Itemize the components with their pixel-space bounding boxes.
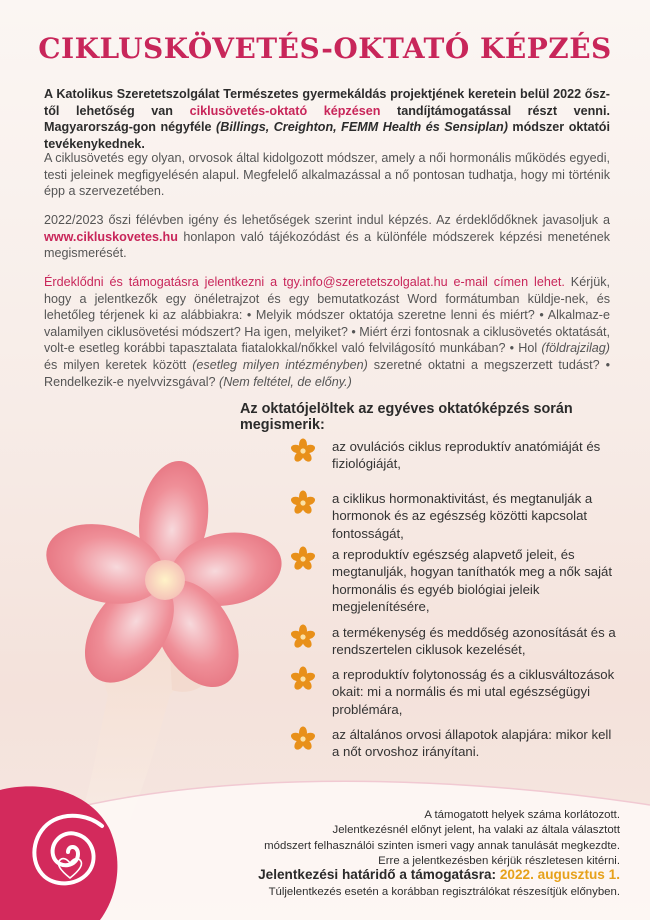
notice-line: módszert felhasználói szinten ismeri vagy annak tanulását megkezdte. bbox=[264, 839, 620, 852]
notice-line: Erre a jelentkezésben kérjük részletesen kitérni. bbox=[378, 855, 620, 868]
list-item-text: a reproduktív egészség alapvető jeleit, és megtanulják, hogyan taníthatók meg a nők saját hormonális és egyéb biológiai jeleik megjelenítésére, bbox=[332, 547, 613, 615]
list-item-text: az általános orvosi állapotok alapjára: mikor kell a nőt orvoshoz irányítani. bbox=[332, 727, 612, 760]
orange-flower-icon bbox=[290, 726, 316, 752]
deadline-date: 2022. augusztus 1. bbox=[499, 867, 620, 882]
page-title: CIKLUSKÖVETÉS-OKTATÓ KÉPZÉS bbox=[38, 32, 612, 65]
intro-text-2: tandíjtámogatással részt venni. Magyarország-gon négyféle bbox=[44, 103, 610, 135]
application-paragraph bbox=[44, 274, 610, 390]
notice-block bbox=[200, 808, 620, 870]
application-text-2: és milyen keretek között bbox=[44, 357, 193, 372]
deadline-label: Jelentkezési határidő a támogatásra: bbox=[258, 867, 500, 882]
definition-paragraph: A ciklusövetés egy olyan, orvosok által kidolgozott módszer, amely a női hormonális működés egyedi, testi jeleinek megfigyelésén alapul. Megfelelő alkalmazással a nő pontosan tudhatja, hogy mi történik épp a szervezetében. bbox=[44, 151, 610, 199]
application-italic-2: (esetleg milyen intézményben) bbox=[192, 357, 368, 372]
intro-paragraph bbox=[44, 86, 610, 152]
orange-flower-icon bbox=[290, 438, 316, 464]
email-line[interactable]: Érdeklődni és támogatásra jelentkezni a tgy.info@szeretetszolgalat.hu e-mail címen lehet. bbox=[44, 275, 565, 289]
website-link[interactable]: www.cikluskovetes.hu bbox=[44, 229, 178, 244]
course-text-2: honlapon való tájékozódást és a különféle módszerek képzési menetének megismerését. bbox=[44, 229, 610, 261]
course-paragraph bbox=[44, 212, 610, 262]
application-text-3: szeretné oktatni a megszerzett tudást? • Rendelkezik-e nyelvvizsgával? bbox=[44, 357, 611, 389]
application-text-1: Kérjük, hogy a jelentkezők egy önéletrajzot és egy bemutatkozást Word formátumban küldje-nek, és lehetőleg térjenek ki az alábbiakra: • Melyik módszer oktatója szeretne lenni és miért? • Alkalmaz-e valamilyen ciklusövetési módszert? Ha igen, melyiket? • Miért érzi fontosnak a ciklusövetés oktatását, volt-e esetleg korábbi tapasztalata fiatalokkal/nőkkel való felvilágosító munkában? • Hol bbox=[44, 275, 610, 356]
deadline-line bbox=[180, 867, 620, 882]
pink-flower-illustration bbox=[20, 440, 310, 820]
list-item-text: az ovulációs ciklus reproduktív anatómiáját és fiziológiáját, bbox=[332, 439, 601, 472]
list-item-text: a ciklikus hormonaktivitást, és megtanulják a hormonok és az egészség közötti kapcsolat fontosságát, bbox=[332, 491, 593, 541]
notice-line: A támogatott helyek száma korlátozott. bbox=[424, 809, 620, 821]
methods-list: (Billings, Creighton, FEMM Health és Sensiplan) bbox=[216, 120, 508, 135]
learning-intro: Az oktatójelöltek az egyéves oktatóképzés során megismerik: bbox=[240, 401, 573, 433]
course-text-1: 2022/2023 őszi félévben igény és lehetőségek szerint indul képzés. Az érdeklődőknek javasoljuk a bbox=[44, 213, 610, 227]
intro-text-1: A Katolikus Szeretetszolgálat Természetes gyermekáldás projektjének keretein belül 2022 ősz-től lehetőség van bbox=[44, 87, 610, 118]
orange-flower-icon bbox=[290, 624, 316, 650]
application-italic-1: (földrajzilag) bbox=[541, 341, 610, 356]
list-item-text: a termékenység és meddőség azonosítását és a rendszertelen ciklusok kezelését, bbox=[332, 625, 616, 658]
application-italic-3: (Nem feltétel, de előny.) bbox=[219, 374, 352, 389]
spiral-heart-logo bbox=[10, 790, 120, 910]
orange-flower-icon bbox=[290, 546, 316, 572]
intro-highlight: ciklusövetés-oktató képzésen bbox=[189, 103, 381, 118]
overflow-note: Túljelentkezés esetén a korábban regisztrálókat részesítjük előnyben. bbox=[268, 886, 620, 898]
intro-text-3: módszer oktatói tevékenykednek. bbox=[44, 120, 610, 151]
orange-flower-icon bbox=[290, 666, 316, 692]
orange-flower-icon bbox=[290, 490, 316, 516]
notice-line: Jelentkezésnél előnyt jelent, ha valaki az általa választott bbox=[332, 824, 620, 837]
list-item-text: a reproduktív folytonosság és a ciklusváltozások okait: mi a normális és mi utal egészségügyi problémára, bbox=[332, 667, 615, 717]
